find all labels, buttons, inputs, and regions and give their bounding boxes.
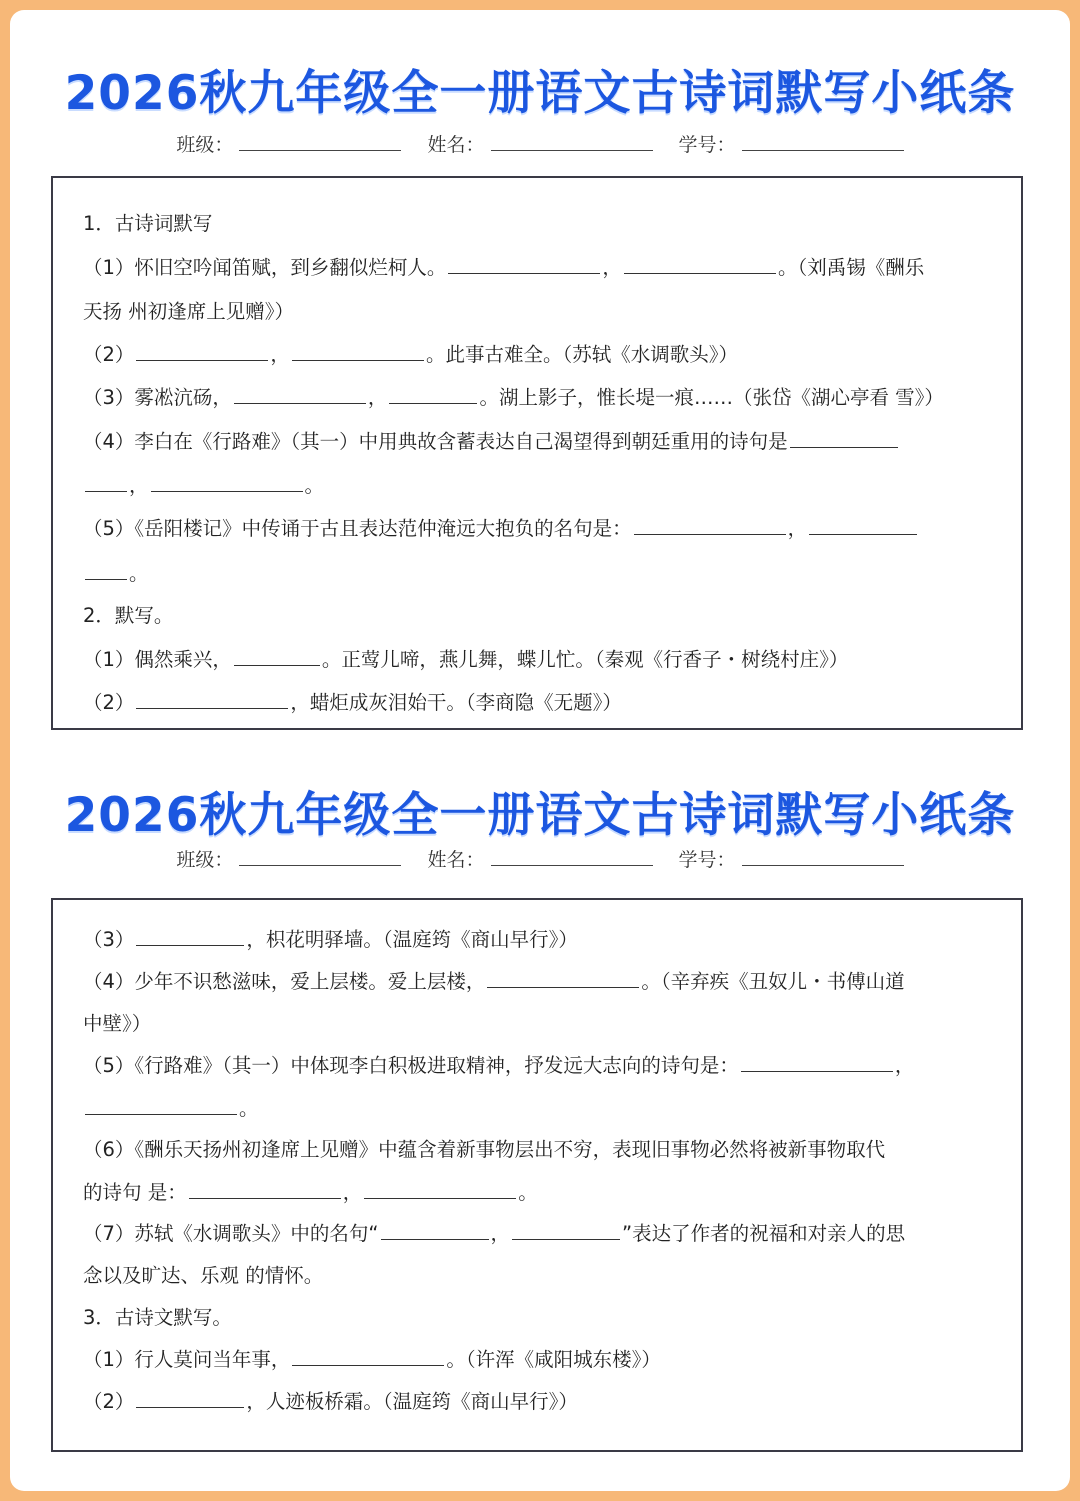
answer-blank[interactable] [512, 1220, 620, 1240]
answer-blank[interactable] [151, 472, 303, 492]
question-line: （7）苏轼《水调歌头》中的名句“ ， ”表达了作者的祝福和对亲人的思 [83, 1222, 906, 1245]
question-line: （3）雾凇沆砀， ， 。湖上影子，惟长堤一痕……（张岱《湖心亭看 雪》） [83, 386, 944, 409]
answer-blank[interactable] [85, 1095, 237, 1115]
sheet2-info-fields [0, 845, 1080, 872]
question-line: 中壁》） [83, 1012, 152, 1035]
class-blank[interactable] [239, 132, 401, 151]
id-label: 学号： [678, 134, 736, 156]
answer-blank[interactable] [364, 1179, 516, 1199]
class-field[interactable] [176, 130, 401, 157]
sheet2-question-box [51, 898, 1023, 1452]
question-line: （2） ，人迹板桥霜。（温庭筠《商山早行》） [83, 1390, 578, 1413]
answer-blank[interactable] [292, 1346, 444, 1366]
id-field[interactable] [679, 130, 904, 157]
name-blank[interactable] [491, 847, 653, 866]
sheet1-title: 2026秋九年级全一册语文古诗词默写小纸条 [64, 66, 1016, 121]
name-label: 姓名： [427, 134, 485, 156]
question-line: （2） ， 。此事古难全。（苏轼《水调歌头》） [83, 343, 738, 366]
answer-blank[interactable] [189, 1179, 341, 1199]
answer-blank[interactable] [234, 384, 366, 404]
question-line: （5）《岳阳楼记》中传诵于古且表达范仲淹远大抱负的名句是： ， [83, 513, 1011, 541]
answer-blank[interactable] [234, 646, 320, 666]
answer-blank[interactable] [85, 560, 127, 580]
id-field[interactable] [679, 845, 904, 872]
answer-blank[interactable] [389, 384, 477, 404]
answer-blank[interactable] [292, 341, 424, 361]
answer-blank[interactable] [487, 968, 639, 988]
question-line: （6）《酬乐天扬州初逢席上见赠》中蕴含着新事物层出不穷，表现旧事物必然将被新事物取代 [83, 1138, 886, 1161]
section-heading: 1．古诗词默写 [83, 212, 213, 235]
question-line: （3） ，枳花明驿墙。（温庭筠《商山早行》） [83, 928, 578, 951]
sheet2-title: 2026秋九年级全一册语文古诗词默写小纸条 [64, 788, 1016, 843]
question-line: （2） ，蜡炬成灰泪始干。（李商隐《无题》） [83, 691, 622, 714]
answer-blank[interactable] [136, 926, 244, 946]
question-line: （1）偶然乘兴， 。正莺儿啼，燕儿舞，蝶儿忙。（秦观《行香子・树绕村庄》） [83, 648, 849, 671]
answer-blank[interactable] [741, 1052, 893, 1072]
name-field[interactable] [427, 130, 652, 157]
sheet1-question-box [51, 176, 1023, 730]
question-line: （4）李白在《行路难》（其一）中用典故含蓄表达自己渴望得到朝廷重用的诗句是 [83, 426, 1011, 454]
question-line: 念以及旷达、乐观 的情怀。 [83, 1264, 324, 1287]
answer-blank[interactable] [790, 428, 898, 448]
question-line: （1）行人莫问当年事， 。（许浑《咸阳城东楼》） [83, 1348, 661, 1371]
question-line: ， 。 [83, 470, 1011, 498]
answer-blank[interactable] [634, 515, 786, 535]
question-line: 的诗句 是： ， 。 [83, 1181, 538, 1204]
class-label: 班级： [176, 849, 234, 871]
answer-blank[interactable] [136, 341, 268, 361]
answer-blank[interactable] [448, 254, 600, 274]
question-line: 。 [83, 1093, 1011, 1121]
answer-blank[interactable] [624, 254, 776, 274]
sheet1-info-fields [0, 130, 1080, 157]
name-blank[interactable] [491, 132, 653, 151]
question-line: （4）少年不识愁滋味，爱上层楼。爱上层楼， 。（辛弃疾《丑奴儿・书傅山道 [83, 970, 905, 993]
answer-blank[interactable] [136, 1388, 244, 1408]
question-line: 天扬 州初逢席上见赠》） [83, 300, 294, 323]
name-field[interactable] [427, 845, 652, 872]
question-line: 。 [83, 558, 1011, 586]
class-field[interactable] [176, 845, 401, 872]
id-label: 学号： [678, 849, 736, 871]
answer-blank[interactable] [136, 689, 288, 709]
section-heading: 3．古诗文默写。 [83, 1306, 232, 1329]
class-label: 班级： [176, 134, 234, 156]
answer-blank[interactable] [85, 472, 127, 492]
name-label: 姓名： [427, 849, 485, 871]
section-heading: 2．默写。 [83, 604, 174, 627]
answer-blank[interactable] [381, 1220, 489, 1240]
id-blank[interactable] [742, 132, 904, 151]
answer-blank[interactable] [809, 515, 917, 535]
id-blank[interactable] [742, 847, 904, 866]
question-line: （5）《行路难》（其一）中体现李白积极进取精神，抒发远大志向的诗句是： ， [83, 1054, 915, 1077]
class-blank[interactable] [239, 847, 401, 866]
question-line: （1）怀旧空吟闻笛赋，到乡翻似烂柯人。 ， 。（刘禹锡《酬乐 [83, 256, 925, 279]
